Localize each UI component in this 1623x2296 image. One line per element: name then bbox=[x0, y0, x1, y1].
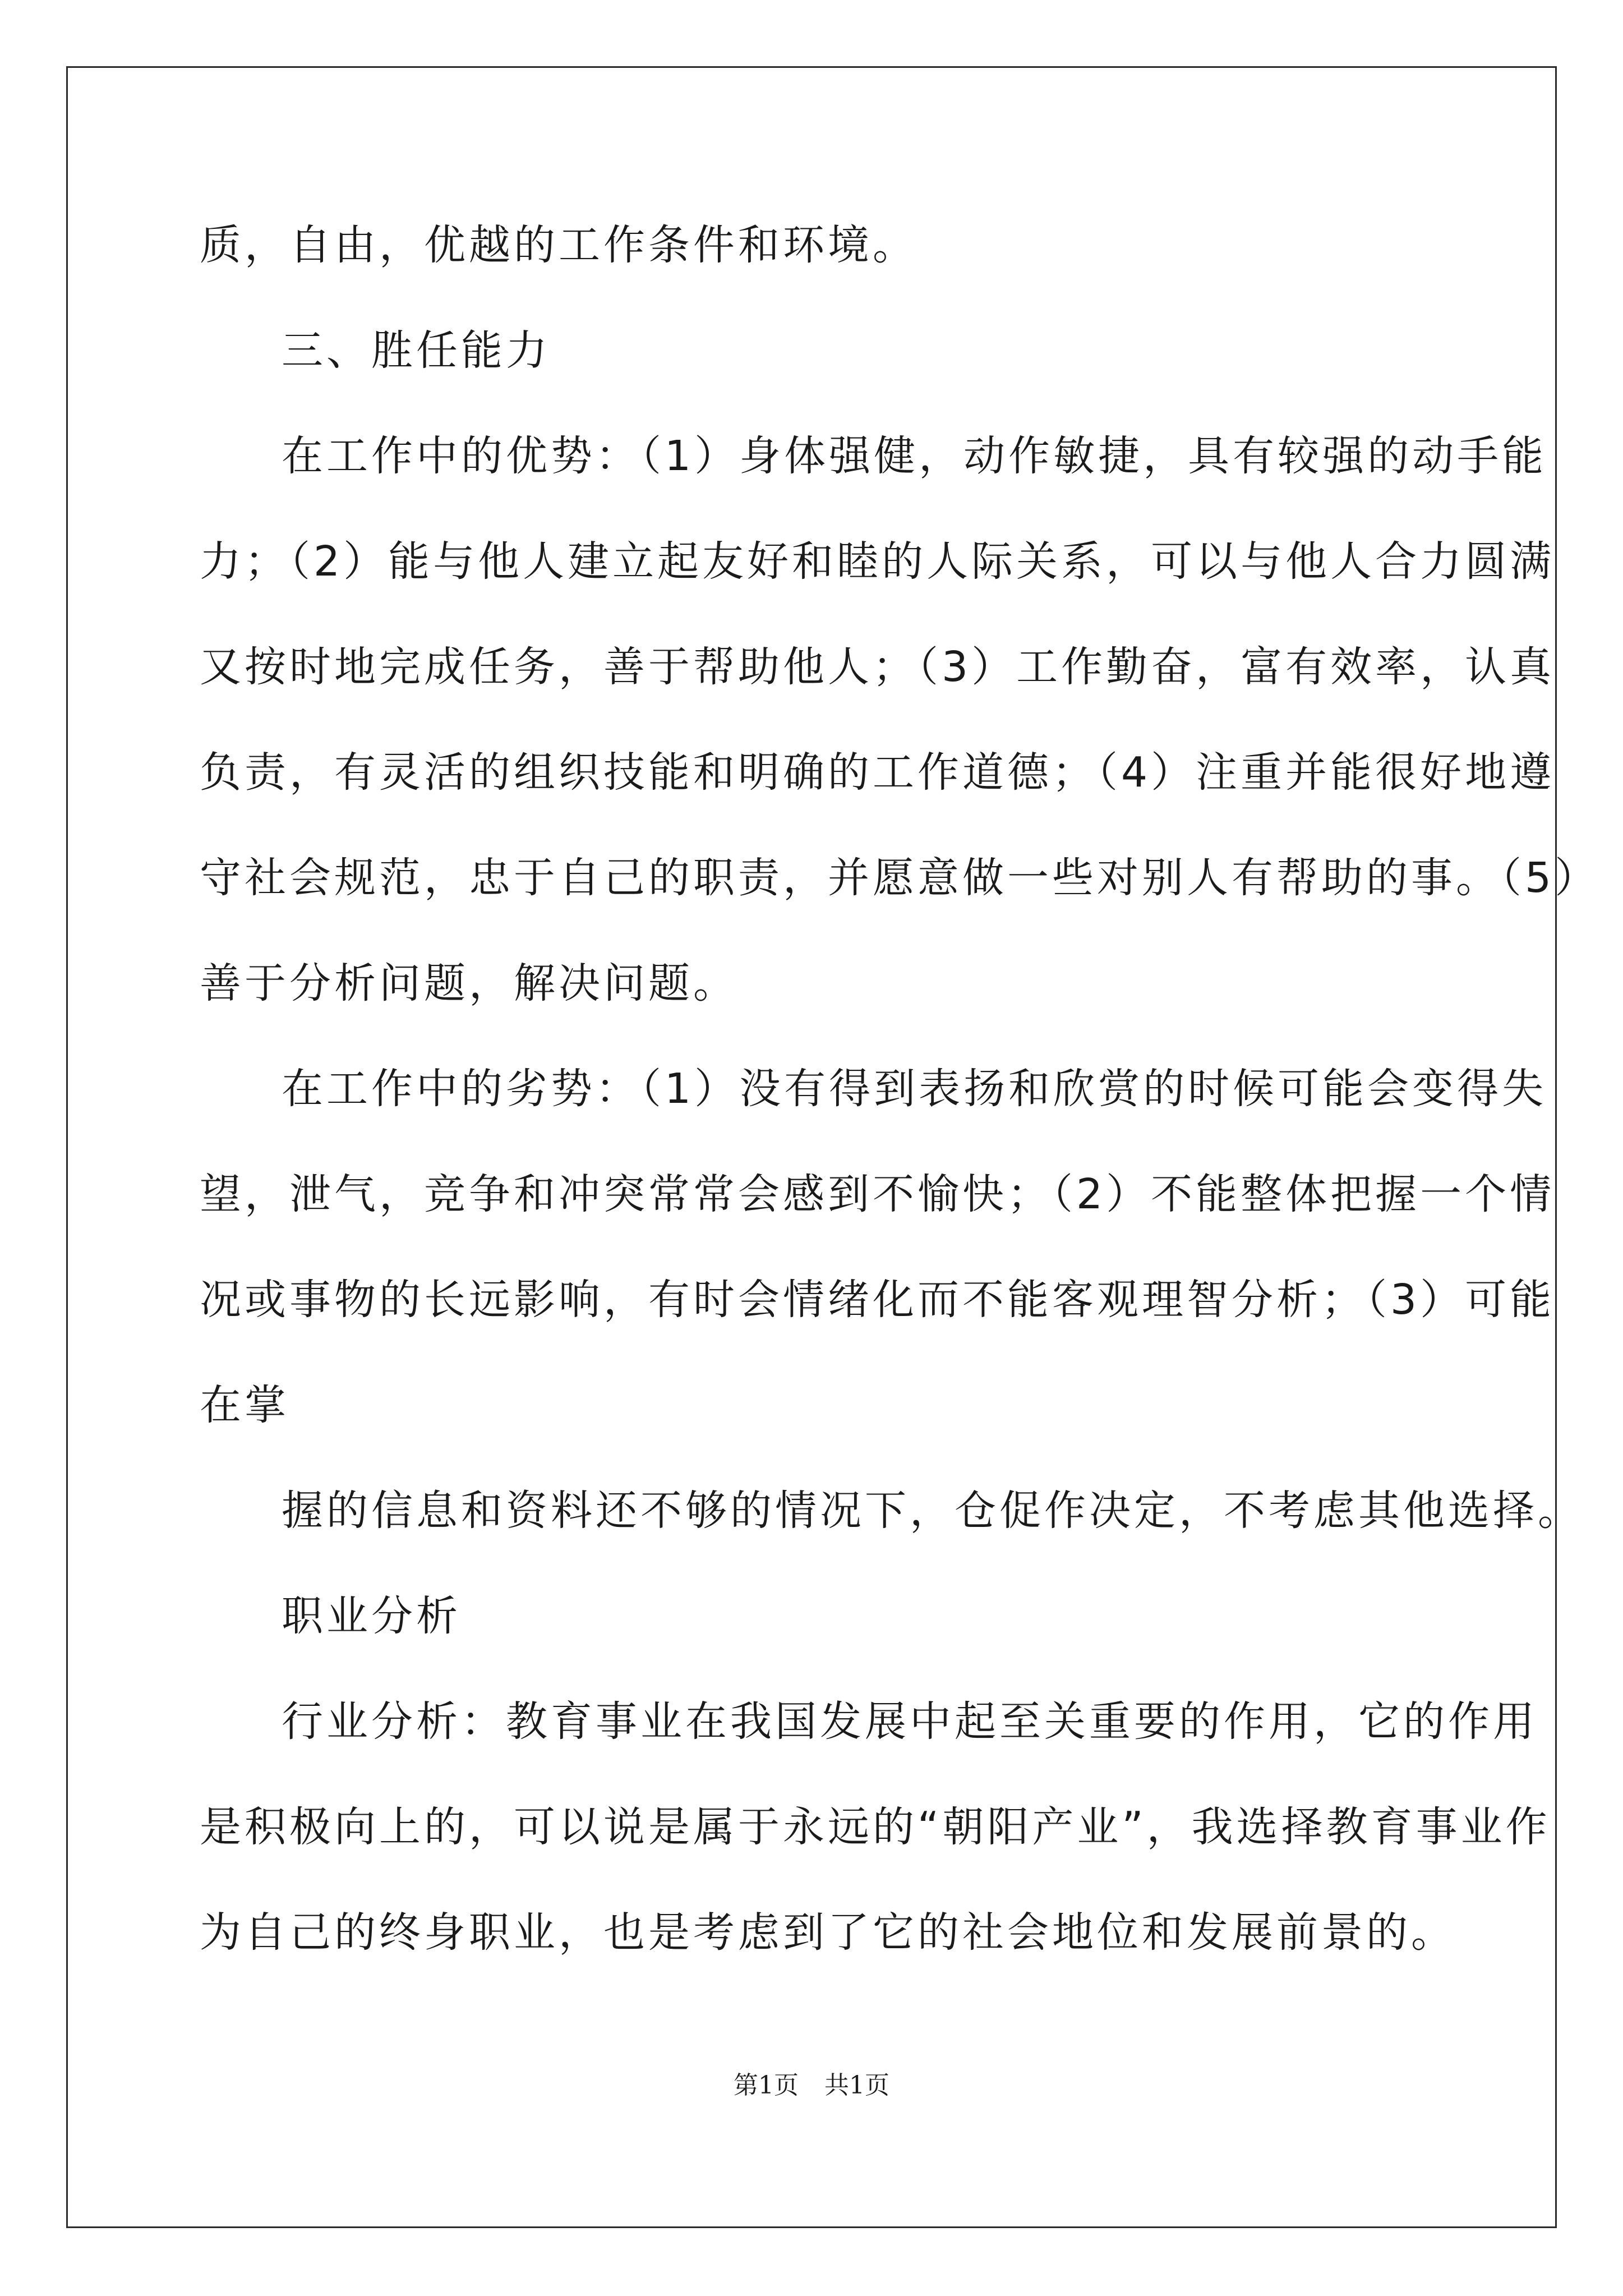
text-line: 握的信息和资料还不够的情况下，仓促作决定，不考虑其他选择。 bbox=[282, 1487, 1583, 1535]
text-line: 况或事物的长远影响，有时会情绪化而不能客观理智分析；（3）可能 bbox=[200, 1276, 1555, 1324]
text-line: 望，泄气，竞争和冲突常常会感到不愉快；（2）不能整体把握一个情 bbox=[200, 1170, 1555, 1218]
page-total: 共1页 bbox=[824, 2071, 889, 2100]
text-line: 负责，有灵活的组织技能和明确的工作道德；（4）注重并能很好地遵 bbox=[200, 748, 1555, 797]
text-line: 又按时地完成任务，善于帮助他人；（3）工作勤奋，富有效率，认真 bbox=[200, 643, 1555, 691]
text-line: 质，自由，优越的工作条件和环境。 bbox=[200, 221, 917, 269]
document-body bbox=[200, 219, 1600, 2012]
text-line: 为自己的终身职业，也是考虑到了它的社会地位和发展前景的。 bbox=[200, 1908, 1456, 1957]
section-heading: 职业分析 bbox=[282, 1592, 461, 1640]
page-number: 第1页 bbox=[734, 2071, 799, 2100]
text-line: 在工作中的劣势：（1）没有得到表扬和欣赏的时候可能会变得失 bbox=[282, 1065, 1547, 1113]
text-line: 力；（2）能与他人建立起友好和睦的人际关系，可以与他人合力圆满 bbox=[200, 537, 1555, 586]
text-line: 守社会规范，忠于自己的职责，并愿意做一些对别人有帮助的事。（5） bbox=[200, 854, 1600, 902]
text-line: 行业分析：教育事业在我国发展中起至关重要的作用，它的作用 bbox=[282, 1697, 1538, 1746]
page-footer bbox=[0, 2070, 1623, 2101]
text-line: 在工作中的优势：（1）身体强健，动作敏捷，具有较强的动手能 bbox=[282, 432, 1547, 480]
text-line: 在掌 bbox=[200, 1381, 289, 1429]
text-line: 善于分析问题，解决问题。 bbox=[200, 959, 738, 1007]
text-line: 是积极向上的，可以说是属于永远的“朝阳产业”，我选择教育事业作 bbox=[200, 1803, 1551, 1851]
section-heading: 三、胜任能力 bbox=[282, 326, 551, 375]
